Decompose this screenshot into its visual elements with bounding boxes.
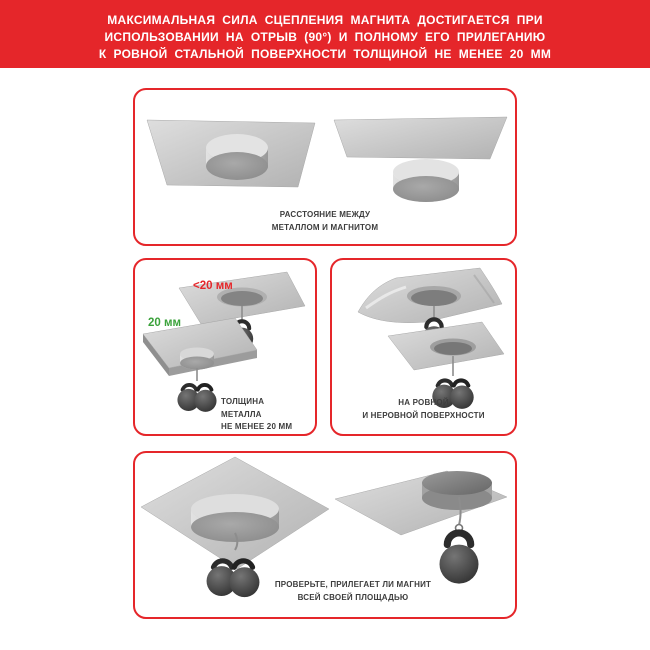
header-band [0, 0, 650, 68]
magnet-recess-shape [430, 339, 476, 356]
caption-line: И НЕРОВНОЙ ПОВЕРХНОСТИ [362, 410, 485, 420]
panel-surface [330, 258, 517, 436]
full-contact-bad-group [335, 471, 507, 584]
magnet-recess-shape [407, 286, 461, 306]
caption-line: РАССТОЯНИЕ МЕЖДУ [279, 210, 371, 219]
label-thick-metal: 20 мм [148, 317, 182, 329]
header-text-line: МАКСИМАЛЬНАЯ СИЛА СЦЕПЛЕНИЯ МАГНИТА ДОСТИГАЕТСЯ ПРИ [107, 13, 543, 27]
caption-line: ВСЕЙ СВОЕЙ ПЛОЩАДЬЮ [297, 592, 409, 602]
caption-thickness [221, 396, 292, 434]
caption-line: НА РОВНОЙ [398, 398, 449, 407]
magnet-shape [393, 159, 459, 202]
caption-line: МЕТАЛЛА [221, 409, 262, 419]
caption-line: ПРОВЕРЬТЕ, ПРИЛЕГАЕТ ЛИ МАГНИТ [274, 580, 432, 589]
steel-plate-shape [334, 117, 507, 159]
magnet-shape [180, 348, 214, 370]
caption-line: ТОЛЩИНА [221, 397, 265, 406]
full-contact-good-group [141, 457, 329, 597]
magnet-shape [206, 134, 268, 180]
header-text-line: ИСПОЛЬЗОВАНИИ НА ОТРЫВ (90°) И ПОЛНОМУ ЕГО ПРИЛЕГАНИЮ [104, 30, 546, 44]
plate-with-attached-magnet [147, 120, 315, 187]
caption-surface [332, 397, 515, 422]
flat-plate-group [388, 322, 504, 409]
panel-distance [133, 88, 517, 246]
label-thin-metal: <20 мм [193, 280, 233, 292]
overhanging-magnet-shape [422, 471, 492, 510]
caption-full-contact [191, 579, 515, 604]
plate-with-detached-magnet [334, 117, 507, 202]
double-kettlebell-icon [177, 385, 216, 412]
caption-distance [135, 209, 515, 234]
panel-full-contact [133, 451, 517, 619]
header-text-line: К РОВНОЙ СТАЛЬНОЙ ПОВЕРХНОСТИ ТОЛЩИНОЙ НЕ МЕНЕЕ 20 ММ [98, 47, 552, 61]
caption-line: МЕТАЛЛОМ И МАГНИТОМ [271, 222, 379, 232]
kettlebell-icon [440, 533, 479, 584]
caption-line: НЕ МЕНЕЕ 20 ММ [221, 422, 293, 431]
panel-thickness [133, 258, 317, 436]
